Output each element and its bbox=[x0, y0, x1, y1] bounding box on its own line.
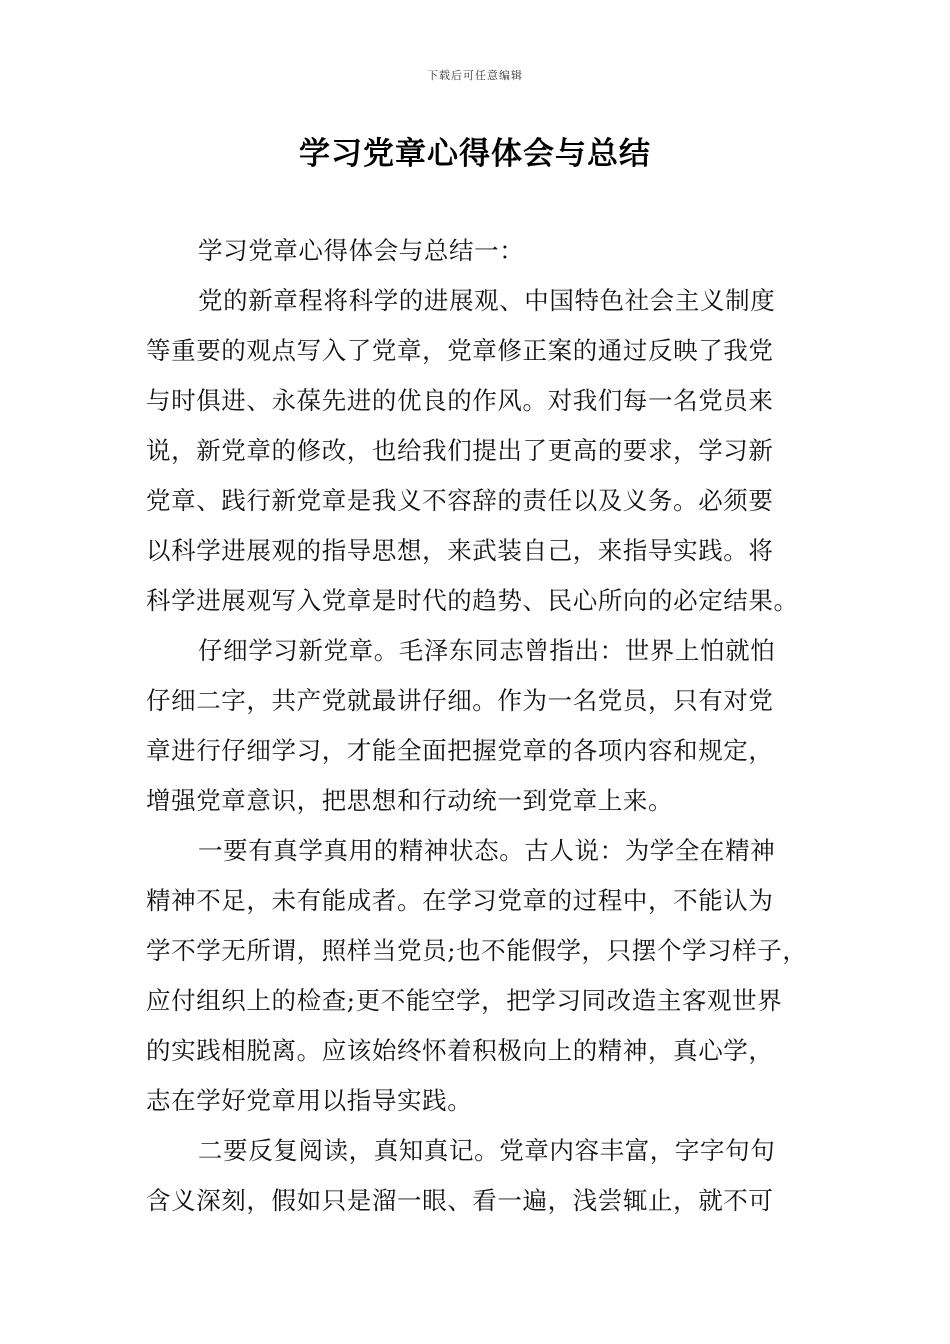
text-line: 与时俱进、永葆先进的优良的作风。对我们每一名党员来 bbox=[146, 386, 774, 415]
text-line: 党的新章程将科学的进展观、中国特色社会主义制度 bbox=[198, 286, 776, 315]
text-line: 一要有真学真用的精神状态。古人说：为学全在精神 bbox=[198, 836, 776, 865]
header-note: 下载后可任意编辑 bbox=[427, 69, 523, 82]
text-line: 科学进展观写入党章是时代的趋势、民心所向的必定结果。 bbox=[146, 586, 799, 615]
text-line: 党章、践行新党章是我义不容辞的责任以及义务。必须要 bbox=[146, 486, 774, 515]
page-title: 学习党章心得体会与总结 bbox=[299, 136, 651, 172]
text-line: 应付组织上的检查;更不能空学，把学习同改造主客观世界 bbox=[146, 986, 783, 1015]
text-line: 章进行仔细学习，才能全面把握党章的各项内容和规定， bbox=[146, 736, 774, 765]
text-line: 说，新党章的修改，也给我们提出了更高的要求，学习新 bbox=[146, 436, 774, 465]
text-line: 等重要的观点写入了党章，党章修正案的通过反映了我党 bbox=[146, 336, 774, 365]
text-line: 含义深刻，假如只是溜一眼、看一遍，浅尝辄止，就不可 bbox=[146, 1186, 774, 1215]
text-line: 学不学无所谓，照样当党员;也不能假学，只摆个学习样子， bbox=[146, 936, 808, 965]
text-line: 二要反复阅读，真知真记。党章内容丰富，字字句句 bbox=[198, 1136, 776, 1165]
text-line: 精神不足，未有能成者。在学习党章的过程中，不能认为 bbox=[146, 886, 774, 915]
body-text bbox=[146, 226, 826, 1226]
text-line: 学习党章心得体会与总结一： bbox=[198, 236, 525, 265]
text-line: 增强党章意识，把思想和行动统一到党章上来。 bbox=[146, 786, 674, 815]
text-line: 以科学进展观的指导思想，来武装自己，来指导实践。将 bbox=[146, 536, 774, 565]
text-line: 的实践相脱离。应该始终怀着积极向上的精神，真心学， bbox=[146, 1036, 774, 1065]
text-line: 志在学好党章用以指导实践。 bbox=[146, 1086, 473, 1115]
text-line: 仔细二字，共产党就最讲仔细。作为一名党员，只有对党 bbox=[146, 686, 774, 715]
text-line: 仔细学习新党章。毛泽东同志曾指出：世界上怕就怕 bbox=[198, 636, 776, 665]
